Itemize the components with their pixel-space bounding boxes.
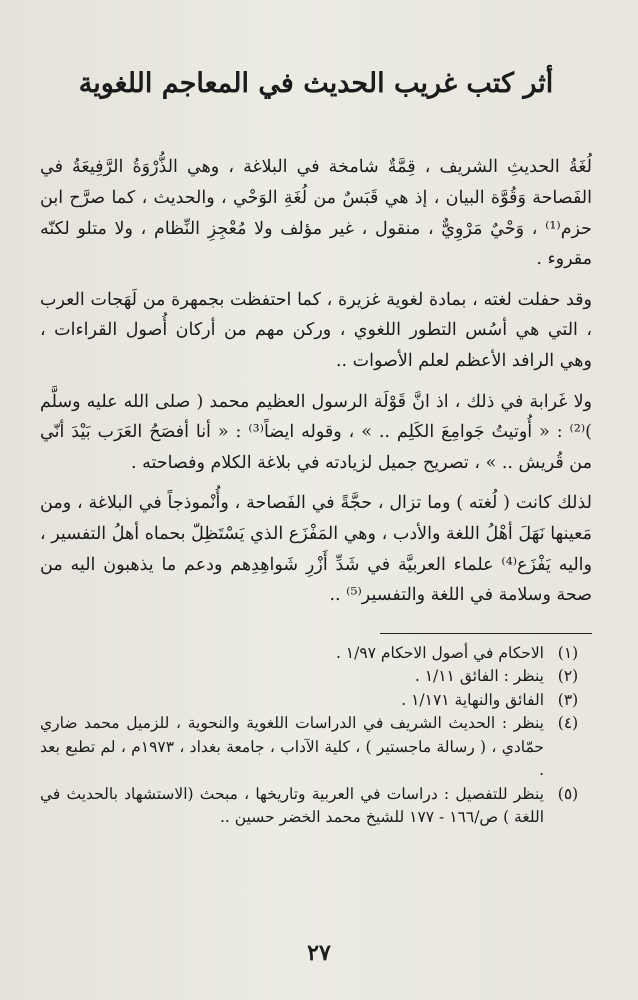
footnote-number: (١) <box>557 643 579 662</box>
footnote-1 <box>40 642 592 666</box>
page-number: ٢٧ <box>307 940 331 966</box>
footnote-divider <box>380 633 592 634</box>
chapter-title: أثر كتب غريب الحديث في المعاجم اللغوية <box>78 68 554 99</box>
footnote-text: ينظر : الحديث الشريف في الدراسات اللغوية والنحوية ، للزميل محمد ضاري حمّادي ، ( رسالة ماجستير ) ، كلية الآداب ، جامعة بغداد ، ١٩٧٣م ، لم تطبع بعد . <box>40 714 544 780</box>
footnote-text: الفائق والنهاية ١/١٧١ . <box>401 690 544 709</box>
footnote-text: الاحكام في أصول الاحكام ١/٩٧ . <box>335 643 544 662</box>
paragraph-3: ولا غَرابة في ذلك ، اذ انَّ قَوْلَة الرسول العظيم محمد ( صلى الله عليه وسلَّم )⁽²⁾ : « أُوتيتُ جَوامِعَ الكَلِم .. » ، وقوله ايضاً⁽³⁾ : « أنا أفصَحُ العَرَب بَيْدَ أنّي من قُريش .. » ، تصريح جميل لزيادته في بلاغة الكلام وفصاحته . <box>40 391 592 473</box>
footnote-4 <box>40 712 592 783</box>
footnote-number: (٤) <box>557 714 579 733</box>
body-text <box>40 152 592 610</box>
footnote-3 <box>40 689 592 713</box>
footnotes <box>40 642 592 830</box>
footnote-number: (٥) <box>557 784 579 803</box>
footnote-text: ينظر : الفائق ١/١١ . <box>414 667 544 686</box>
paragraph-1: لُغَةُ الحديثِ الشريف ، قِمَّةٌ شامخة في البلاغة ، وهي الذُّرْوَةُ الرَّفِيعَةُ في الفَصاحة وَقُوَّة البيان ، إذ هي قَبَسٌ من لُغَةِ الوَحْي ، والحديث ، كما صرَّح ابن حزم⁽¹⁾ ، وَحْيٌ مَرْوِيٌّ ، منقول ، غير مؤلف ولا مُعْجِزِ النِّظام ، ولا متلو لكنّه مقروء . <box>40 157 592 270</box>
footnote-text: ينظر للتفصيل : دراسات في العربية وتاريخها ، مبحث (الاستشهاد بالحديث في اللغة ) ص/١٦٦ - ١٧٧ للشيخ محمد الخضر حسين .. <box>40 784 544 827</box>
paragraph-2: وقد حفلت لغته ، بمادة لغوية غزيرة ، كما احتفظت بجمهرة من لَهَجات العرب ، التي هي أسُس التطور اللغوي ، وركن مهم من أركان أُصول القراءات ، وهي الرافد الأعظم لعلم الأصوات .. <box>40 289 592 371</box>
footnote-number: (٢) <box>557 667 579 686</box>
footnote-5 <box>40 783 592 830</box>
footnote-number: (٣) <box>557 690 579 709</box>
paragraph-4: لذلك كانت ( لُغته ) وما تزال ، حجَّةً في الفَصاحة ، وأُنْموذجاً في البلاغة ، ومن مَعينها نَهَلَ أهْلُ اللغة والأدب ، وهي المَفْزَع الذي يَسْتَظِلّ بحماه أهلُ التفسير ، واليه يَفْزَع⁽⁴⁾ علماء العربيَّة في شَدِّ أَزْرِ شَواهِدِهم ودعم ما يذهبون اليه من صحة وسلامة في اللغة والتفسير⁽⁵⁾ .. <box>40 493 592 606</box>
footnote-2 <box>40 665 592 689</box>
